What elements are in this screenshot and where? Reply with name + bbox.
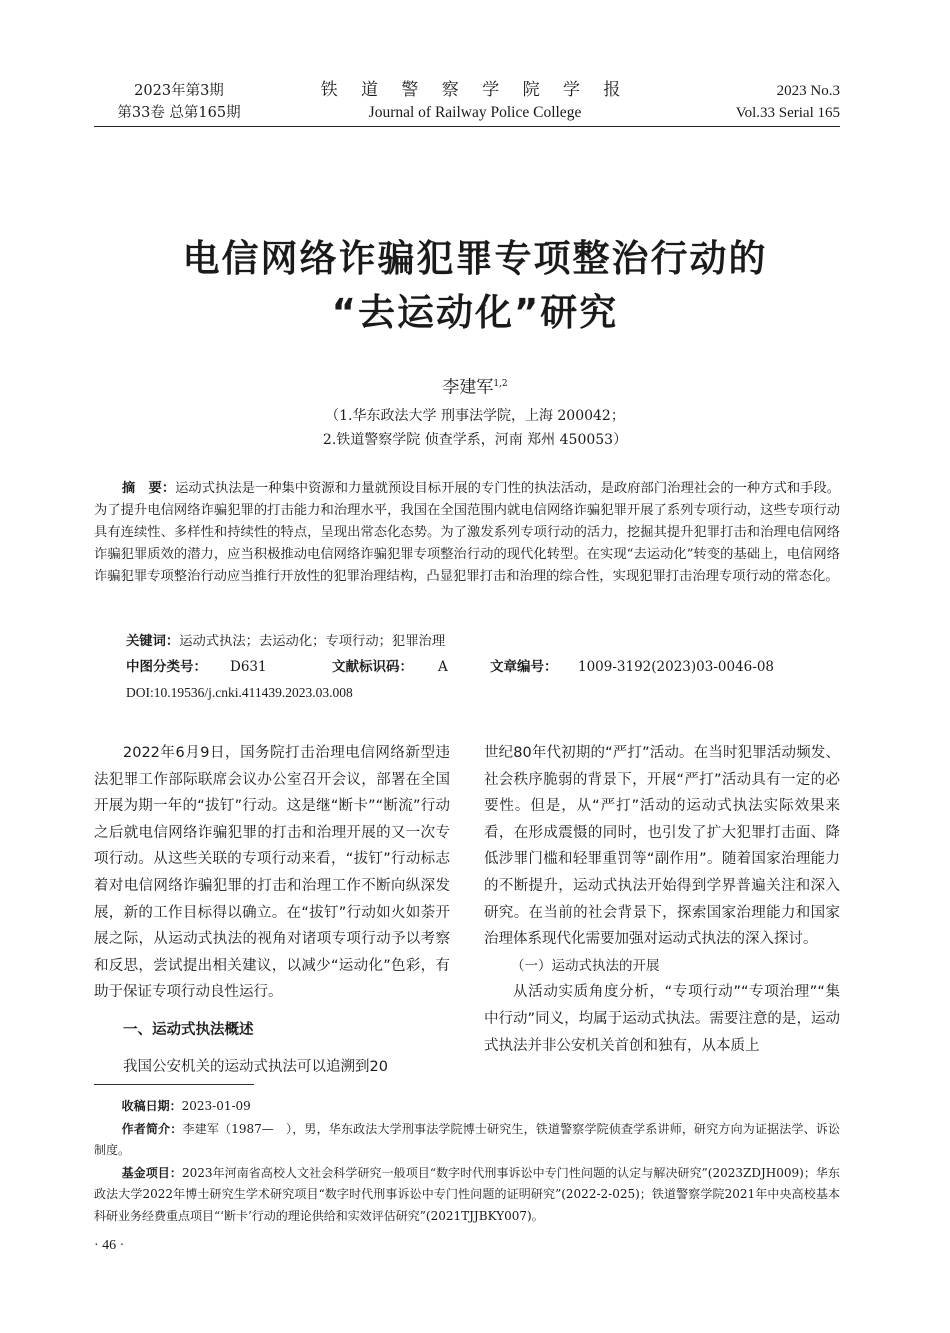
footnote-funding bbox=[94, 1163, 840, 1228]
body-paragraph-2: 我国公安机关的运动式执法可以追溯到20 bbox=[123, 1058, 388, 1075]
affiliation-2: 2.铁道警察学院 侦查学系，河南 郑州 450053） bbox=[322, 432, 628, 448]
affiliation-1: （1.华东政法大学 刑事法学院，上海 200042； bbox=[325, 408, 625, 424]
body-column-right bbox=[484, 740, 840, 1059]
article-number-label: 文章编号： bbox=[490, 659, 558, 675]
doi: DOI:10.19536/j.cnki.411439.2023.03.008 bbox=[126, 685, 353, 700]
section-heading-1: 一、运动式执法概述 bbox=[123, 1021, 254, 1038]
author-name: 李建军 bbox=[442, 377, 494, 398]
doc-code-value: A bbox=[438, 659, 448, 675]
journal-name-cn: 铁 道 警 察 学 院 学 报 bbox=[320, 80, 630, 100]
body-column-left bbox=[94, 740, 450, 1080]
received-label: 收稿日期： bbox=[121, 1099, 182, 1113]
keywords-text: 运动式执法；去运动化；专项行动；犯罪治理 bbox=[179, 634, 446, 649]
title-line-2: “去运动化”研究 bbox=[331, 291, 619, 334]
doc-code-label: 文献标识码： bbox=[332, 659, 413, 675]
clc-label: 中图分类号： bbox=[126, 659, 207, 675]
header-issue-line: 2023年第3期 bbox=[134, 83, 224, 99]
author-affil-sup: 1,2 bbox=[493, 379, 508, 389]
abstract bbox=[94, 478, 840, 588]
footnote-divider bbox=[94, 1084, 254, 1085]
body-paragraph-3: 从活动实质角度分析，“专项行动”“专项治理”“集中行动”同义，均属于运动式执法。需要注意的是，运动式执法并非公安机关首创和独有，从本质上 bbox=[484, 984, 840, 1054]
abstract-label: 摘 要： bbox=[121, 481, 176, 496]
header-issue-en bbox=[690, 80, 840, 124]
author-line bbox=[300, 372, 650, 400]
header-journal bbox=[300, 78, 650, 124]
bio-text: 李建军（1987— ），男，华东政法大学刑事法学院博士研究生，铁道警察学院侦查学系讲师，研究方向为证据法学、诉讼制度。 bbox=[94, 1121, 840, 1157]
page-number: · 46 · bbox=[94, 1238, 125, 1253]
title-line-1: 电信网络诈骗犯罪专项整治行动的 bbox=[182, 237, 768, 280]
footnote-author-bio bbox=[94, 1119, 840, 1162]
article-number-value: 1009-3192(2023)03-0046-08 bbox=[578, 659, 775, 675]
received-date: 2023-01-09 bbox=[181, 1099, 251, 1113]
affiliations bbox=[200, 404, 750, 452]
subsection-heading-1: （一）运动式执法的开展 bbox=[511, 957, 660, 974]
body-paragraph-2-continued: 世纪80年代初期的“严打”活动。在当时犯罪活动频发、社会秩序脆弱的背景下，开展“严打”活动具有一定的必要性。但是，从“严打”活动的运动式执法实际效果来看，在形成震慑的同时，也引发了扩大犯罪打击面、降低涉罪门槛和轻罪重罚等“副作用”。随着国家治理能力的不断提升，运动式执法开始得到学界普遍关注和深入研究。在当前的社会背景下，探索国家治理能力和国家治理体系现代化需要加强对运动式执法的深入探讨。 bbox=[484, 745, 840, 948]
fund-text: 2023年河南省高校人文社会科学研究一般项目“数字时代刑事诉讼中专门性问题的认定与解决研究”(2023ZDJH009)；华东政法大学2022年博士研究生学术研究项目“数字时代刑事诉讼中专门性问题的证明研究”(2022-2-025)；铁道警察学院2021年中央高校基本科研业务经费重点项目“‘断卡’行动的理论供给和实效评估研究”(2021TJJBKY007)。 bbox=[94, 1165, 840, 1223]
footnotes bbox=[94, 1096, 840, 1228]
header-issue-cn bbox=[94, 80, 264, 124]
body-paragraph-1: 2022年6月9日，国务院打击治理电信网络新型违法犯罪工作部际联席会议办公室召开会议，部署在全国开展为期一年的“拔钉”行动。这是继“断卡”“断流”行动之后就电信网络诈骗犯罪的打击和治理开展的又一次专项行动。从这些关联的专项行动来看，“拔钉”行动标志着对电信网络诈骗犯罪的打击和治理工作不断向纵深发展，新的工作目标得以确立。在“拔钉”行动如火如荼开展之际，从运动式执法的视角对诸项专项行动予以考察和反思，尝试提出相关建议，以减少“运动化”色彩，有助于保证专项行动良性运行。 bbox=[94, 745, 450, 1001]
clc-value: D631 bbox=[230, 659, 267, 675]
header-volume-en-line: Vol.33 Serial 165 bbox=[735, 105, 840, 121]
bio-label: 作者简介： bbox=[121, 1121, 183, 1136]
header-divider bbox=[94, 126, 840, 127]
header-issue-en-line: 2023 No.3 bbox=[776, 83, 840, 99]
keywords bbox=[126, 631, 840, 653]
journal-name-en: Journal of Railway Police College bbox=[368, 104, 582, 121]
header-volume-line: 第33卷 总第165期 bbox=[117, 105, 241, 121]
keywords-label: 关键词： bbox=[126, 634, 180, 649]
abstract-text: 运动式执法是一种集中资源和力量就预设目标开展的专门性的执法活动，是政府部门治理社会的一种方式和手段。为了提升电信网络诈骗犯罪的打击能力和治理水平，我国在全国范围内就电信网络诈骗犯罪开展了系列专项行动，这些专项行动具有连续性、多样性和持续性的特点，呈现出常态化态势。为了激发系列专项行动的活力，挖掘其提升犯罪打击和治理电信网络诈骗犯罪质效的潜力，应当积极推动电信网络诈骗犯罪专项整治行动的现代化转型。在实现“去运动化”转变的基础上，电信网络诈骗犯罪专项整治行动应当推行开放性的犯罪治理结构，凸显犯罪打击和治理的综合性，实现犯罪打击治理专项行动的常态化。 bbox=[94, 481, 841, 584]
fund-label: 基金项目： bbox=[121, 1165, 182, 1180]
footnote-received bbox=[94, 1096, 840, 1118]
article-title bbox=[80, 232, 870, 340]
